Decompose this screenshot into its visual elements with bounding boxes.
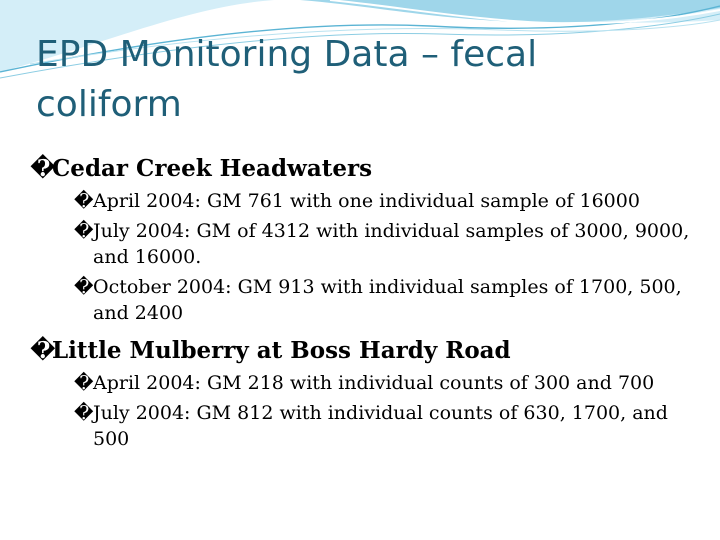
list-item-text: October 2004: GM 913 with individual samples of 1700, 500, and 2400 [93,276,682,324]
list-item-text: April 2004: GM 761 with one individual sample of 16000 [93,190,640,212]
list-item [30,370,690,396]
bullet-icon: � [74,402,94,424]
section-heading-text: Cedar Creek Headwaters [52,155,373,182]
section-heading-little-mulberry [30,336,690,366]
slide-title: EPD Monitoring Data – fecal coliform [36,34,538,125]
bullet-icon: � [30,337,56,364]
list-item [30,188,690,214]
list-item [30,274,690,326]
bullet-icon: � [74,276,94,298]
bullet-icon: � [74,190,94,212]
list-item [30,218,690,270]
slide-body [30,154,690,456]
bullet-icon: � [30,155,56,182]
list-item [30,400,690,452]
bullet-icon: � [74,372,94,394]
list-item-text: July 2004: GM 812 with individual counts of 630, 1700, and 500 [93,402,668,450]
list-item-text: April 2004: GM 218 with individual counts of 300 and 700 [93,372,655,394]
list-item-text: July 2004: GM of 4312 with individual samples of 3000, 9000, and 16000. [93,220,690,268]
section-heading-cedar-creek [30,154,690,184]
bullet-icon: � [74,220,94,242]
section-heading-text: Little Mulberry at Boss Hardy Road [52,337,511,364]
